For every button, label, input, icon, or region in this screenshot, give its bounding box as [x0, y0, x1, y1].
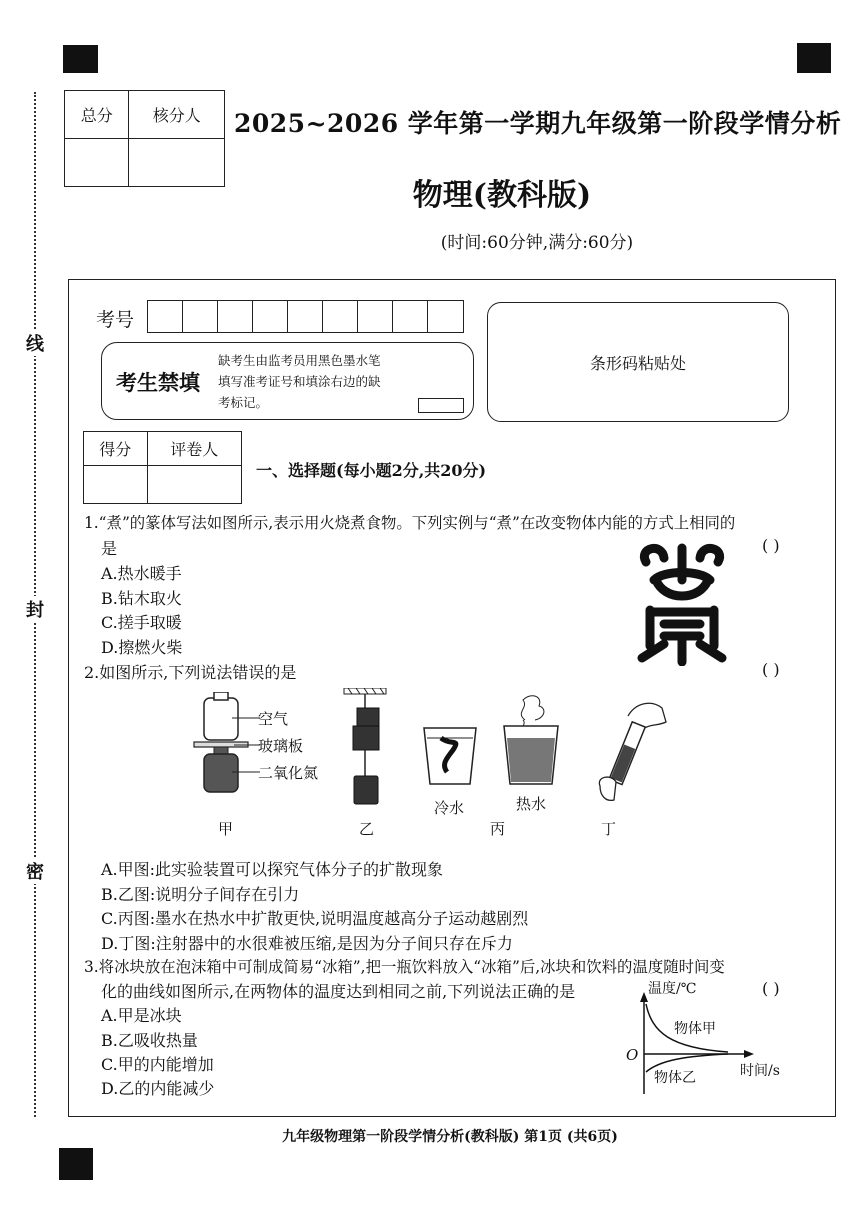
graph-curve-a-label: 物体甲	[674, 1021, 716, 1037]
graph-origin-label: O	[626, 1046, 639, 1064]
q2-answer-paren[interactable]: ( )	[762, 660, 780, 679]
figure-bing-cold-water	[421, 724, 479, 788]
forbidden-line-3: 考标记。	[218, 395, 269, 410]
section-score-cell[interactable]	[84, 466, 148, 504]
q3-stem-line-1: 3.将冰块放在泡沫箱中可制成简易“冰箱”,把一瓶饮料放入“冰箱”后,冰块和饮料的温度随时间变	[84, 958, 725, 976]
forbidden-line-1: 缺考生由监考员用黑色墨水笔	[218, 353, 381, 368]
label-cold-water: 冷水	[434, 799, 465, 817]
q3-option-b[interactable]: B.乙吸收热量	[101, 1031, 198, 1050]
q1-stem-line-2: 是	[101, 539, 118, 558]
score-table-header-checker: 核分人	[129, 91, 225, 139]
exam-number-digit-box[interactable]	[358, 301, 393, 332]
figure-bing-hot-water	[501, 690, 561, 788]
corner-marker-top-left	[63, 45, 98, 73]
absence-mark-box[interactable]	[418, 398, 464, 413]
exam-title: 2025~2026 学年第一学期九年级第一阶段学情分析	[234, 109, 842, 138]
exam-number-digit-box[interactable]	[428, 301, 463, 332]
seal-script-zhu-icon	[634, 540, 730, 666]
subject-title: 物理(教科版)	[412, 178, 592, 213]
q2-option-a[interactable]: A.甲图:此实验装置可以探究气体分子的扩散现象	[101, 860, 444, 879]
grader-table-header-grader: 评卷人	[147, 432, 241, 466]
barcode-area	[487, 302, 789, 422]
q1-option-b[interactable]: B.钻木取火	[101, 589, 182, 608]
figure-yi-lead-blocks	[340, 688, 390, 808]
exam-number-digit-box[interactable]	[323, 301, 358, 332]
figure-ding-syringe	[592, 696, 672, 806]
side-char-feng: 封	[24, 596, 46, 622]
side-char-mi: 密	[24, 858, 46, 884]
label-air: 空气	[258, 710, 289, 728]
exam-number-digit-box[interactable]	[218, 301, 253, 332]
label-no2: 二氧化氮	[258, 764, 319, 782]
figure-label-ding: 丁	[601, 820, 617, 838]
q1-option-a[interactable]: A.热水暖手	[101, 564, 182, 583]
corner-marker-top-right	[797, 43, 831, 73]
q3-option-c[interactable]: C.甲的内能增加	[101, 1055, 214, 1074]
candidate-forbidden-area	[101, 342, 474, 420]
q1-option-d[interactable]: D.擦燃火柴	[101, 638, 183, 657]
page-footer: 九年级物理第一阶段学情分析(教科版) 第1页 (共6页)	[282, 1129, 618, 1145]
label-hot-water: 热水	[516, 795, 547, 813]
q1-answer-paren[interactable]: ( )	[762, 536, 780, 555]
forbidden-title: 考生禁填	[116, 370, 200, 395]
exam-number-digit-box[interactable]	[253, 301, 288, 332]
q3-answer-paren[interactable]: ( )	[762, 979, 780, 998]
grader-table	[83, 431, 242, 504]
label-glass-plate: 玻璃板	[258, 737, 304, 755]
exam-number-digit-box[interactable]	[393, 301, 428, 332]
time-info: (时间:60分钟,满分:60分)	[440, 233, 634, 253]
exam-number-boxes[interactable]	[147, 300, 464, 333]
q2-option-b[interactable]: B.乙图:说明分子间存在引力	[101, 885, 300, 904]
figure-label-jia: 甲	[218, 820, 234, 838]
q2-option-c[interactable]: C.丙图:墨水在热水中扩散更快,说明温度越高分子运动越剧烈	[101, 909, 529, 928]
graph-x-label: 时间/s	[740, 1063, 780, 1079]
q2-option-d[interactable]: D.丁图:注射器中的水很难被压缩,是因为分子间只存在斥力	[101, 934, 513, 953]
exam-number-digit-box[interactable]	[148, 301, 183, 332]
q1-stem-line-1: 1.“煮”的篆体写法如图所示,表示用火烧煮食物。下列实例与“煮”在改变物体内能的方式上相同的	[84, 514, 736, 532]
exam-number-digit-box[interactable]	[288, 301, 323, 332]
q3-option-a[interactable]: A.甲是冰块	[101, 1006, 182, 1025]
corner-marker-bottom-left	[59, 1148, 93, 1180]
score-table-header-total: 总分	[65, 91, 129, 139]
graph-y-label: 温度/℃	[648, 981, 697, 997]
q3-stem-line-2: 化的曲线如图所示,在两物体的温度达到相同之前,下列说法正确的是	[101, 982, 576, 1001]
forbidden-line-2: 填写准考证号和填涂右边的缺	[218, 374, 381, 389]
graph-curve-b-label: 物体乙	[654, 1070, 696, 1086]
exam-number-label: 考号	[96, 309, 135, 331]
grader-table-header-score: 得分	[84, 432, 148, 466]
grader-cell[interactable]	[147, 466, 241, 504]
side-char-xian: 线	[24, 330, 46, 356]
barcode-label: 条形码粘贴处	[589, 354, 686, 373]
q2-stem: 2.如图所示,下列说法错误的是	[84, 663, 297, 682]
section-1-title: 一、选择题(每小题2分,共20分)	[256, 461, 487, 480]
q3-option-d[interactable]: D.乙的内能减少	[101, 1079, 215, 1098]
figure-label-bing: 丙	[490, 820, 506, 838]
figure-label-yi: 乙	[359, 820, 375, 838]
exam-number-digit-box[interactable]	[183, 301, 218, 332]
q1-option-c[interactable]: C.搓手取暖	[101, 613, 182, 632]
